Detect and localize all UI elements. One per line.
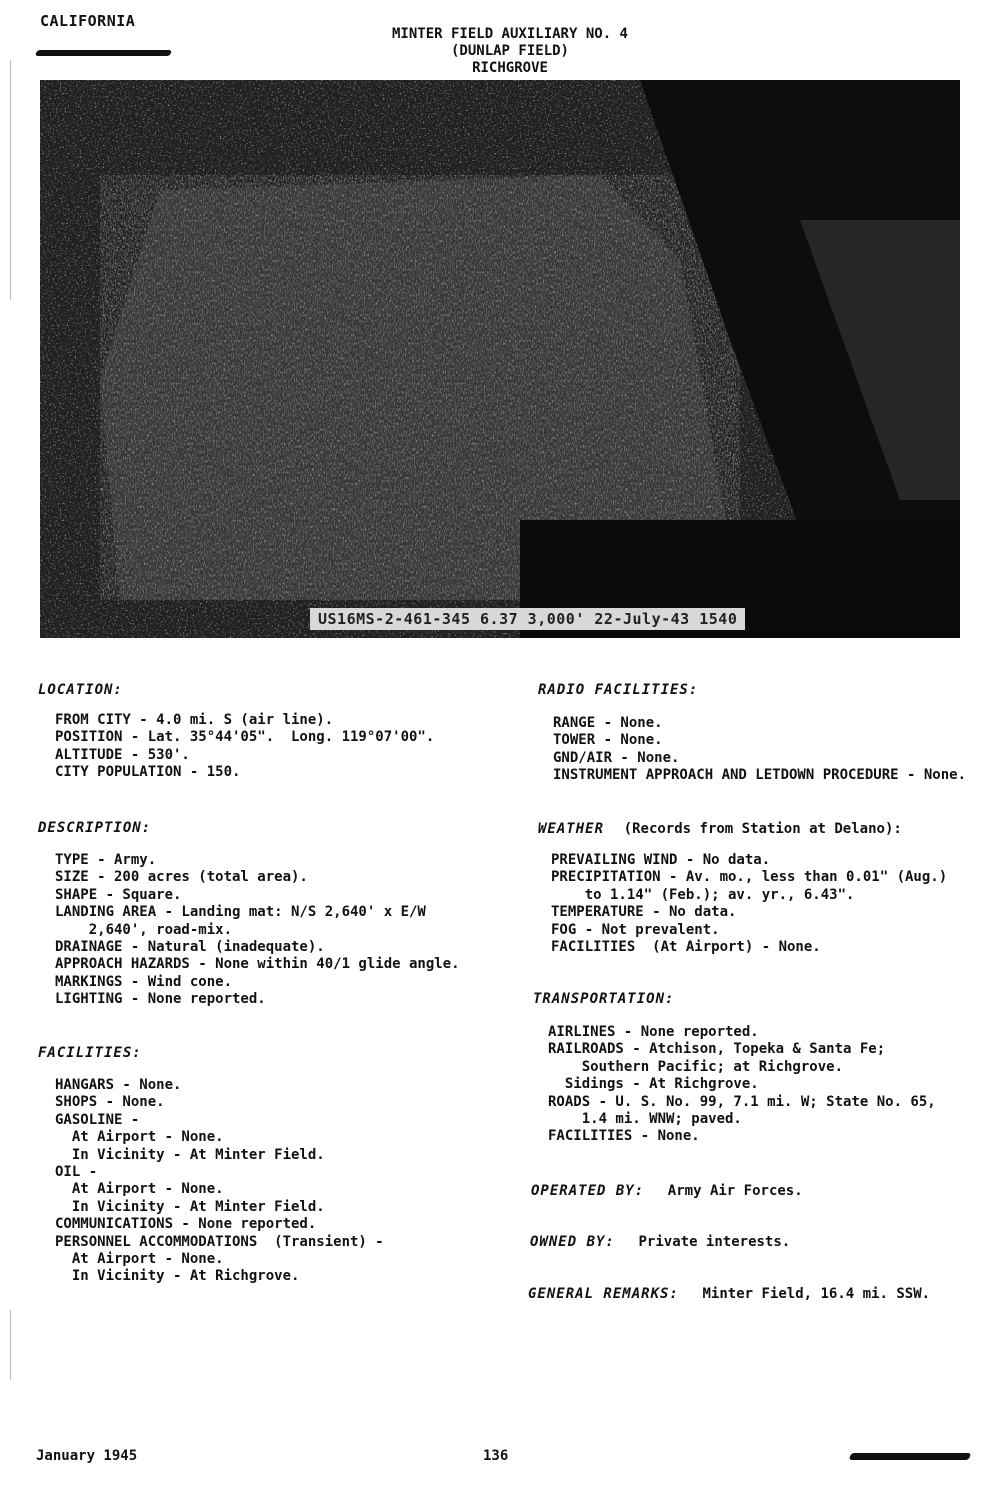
operated-by-label: OPERATED BY: bbox=[531, 1183, 645, 1199]
facilities-list bbox=[55, 1077, 384, 1286]
transportation-line: FACILITIES - None. bbox=[548, 1128, 700, 1145]
transportation-heading: TRANSPORTATION: bbox=[533, 991, 675, 1007]
redaction-mark bbox=[35, 50, 172, 56]
facilities-line: At Airport - None. bbox=[55, 1181, 224, 1198]
redaction-mark bbox=[849, 1453, 972, 1460]
weather-line: TEMPERATURE - No data. bbox=[551, 904, 737, 921]
facilities-line: At Airport - None. bbox=[55, 1129, 224, 1146]
location-line: CITY POPULATION - 150. bbox=[55, 764, 241, 781]
owned-by-row bbox=[530, 1231, 790, 1251]
transportation-line: RAILROADS - Atchison, Topeka & Santa Fe; bbox=[548, 1041, 886, 1058]
facilities-line: HANGARS - None. bbox=[55, 1077, 182, 1093]
description-line: LANDING AREA - Landing mat: N/S 2,640' x E/W bbox=[55, 904, 426, 921]
radio-line: GND/AIR - None. bbox=[553, 749, 680, 766]
general-remarks-label: GENERAL REMARKS: bbox=[528, 1286, 679, 1302]
facilities-line: PERSONNEL ACCOMMODATIONS (Transient) - bbox=[55, 1233, 384, 1250]
radio-line: RANGE - None. bbox=[553, 715, 663, 731]
description-line: SIZE - 200 acres (total area). bbox=[55, 869, 308, 886]
scan-margin-line bbox=[10, 60, 11, 300]
weather-line: PREVAILING WIND - No data. bbox=[551, 852, 771, 868]
general-remarks-value: Minter Field, 16.4 mi. SSW. bbox=[702, 1286, 931, 1302]
title-line-1: MINTER FIELD AUXILIARY NO. 4 bbox=[391, 26, 628, 42]
weather-line: to 1.14" (Feb.); av. yr., 6.43". bbox=[551, 886, 855, 903]
facilities-heading: FACILITIES: bbox=[38, 1045, 142, 1061]
weather-heading: WEATHER bbox=[538, 821, 605, 837]
radio-line: TOWER - None. bbox=[553, 732, 663, 749]
radio-line: INSTRUMENT APPROACH AND LETDOWN PROCEDURE - None. bbox=[553, 767, 967, 784]
description-line: SHAPE - Square. bbox=[55, 886, 182, 903]
description-line: MARKINGS - Wind cone. bbox=[55, 973, 233, 990]
facilities-line: In Vicinity - At Richgrove. bbox=[55, 1268, 300, 1285]
description-line: DRAINAGE - Natural (inadequate). bbox=[55, 939, 325, 956]
description-line: 2,640', road-mix. bbox=[55, 921, 233, 938]
weather-line: PRECIPITATION - Av. mo., less than 0.01" (Aug.) bbox=[551, 869, 948, 886]
description-list bbox=[55, 852, 460, 1009]
location-list bbox=[55, 712, 434, 782]
facilities-line: At Airport - None. bbox=[55, 1251, 224, 1268]
state-label: CALIFORNIA bbox=[40, 12, 136, 30]
description-line: APPROACH HAZARDS - None within 40/1 glide angle. bbox=[55, 956, 460, 973]
owned-by-label: OWNED BY: bbox=[530, 1234, 615, 1250]
footer-date: January 1945 bbox=[36, 1448, 138, 1464]
facilities-line: GASOLINE - bbox=[55, 1111, 140, 1128]
scan-margin-line bbox=[10, 1310, 11, 1380]
aerial-photo-image bbox=[40, 80, 960, 638]
transportation-line: Southern Pacific; at Richgrove. bbox=[548, 1058, 844, 1075]
facilities-line: OIL - bbox=[55, 1164, 98, 1181]
location-line: FROM CITY - 4.0 mi. S (air line). bbox=[55, 712, 334, 728]
facilities-line: COMMUNICATIONS - None reported. bbox=[55, 1216, 317, 1233]
transportation-line: Sidings - At Richgrove. bbox=[548, 1076, 759, 1093]
facilities-line: In Vicinity - At Minter Field. bbox=[55, 1198, 325, 1215]
operated-by-value: Army Air Forces. bbox=[667, 1183, 803, 1199]
owned-by-value: Private interests. bbox=[638, 1234, 791, 1250]
location-heading: LOCATION: bbox=[38, 682, 123, 698]
facilities-line: SHOPS - None. bbox=[55, 1094, 165, 1111]
weather-heading-note: (Records from Station at Delano): bbox=[623, 821, 902, 837]
transportation-line: ROADS - U. S. No. 99, 7.1 mi. W; State No. 65, bbox=[548, 1093, 936, 1110]
photo-caption: US16MS-2-461-345 6.37 3,000' 22-July-43 1540 bbox=[310, 608, 745, 630]
radio-heading: RADIO FACILITIES: bbox=[538, 682, 699, 698]
facilities-line: In Vicinity - At Minter Field. bbox=[55, 1146, 325, 1163]
description-line: LIGHTING - None reported. bbox=[55, 991, 266, 1008]
title-line-2: (DUNLAP FIELD) bbox=[450, 43, 569, 59]
general-remarks-row bbox=[528, 1283, 930, 1303]
title-line-3: RICHGROVE bbox=[472, 60, 548, 76]
page-number: 136 bbox=[483, 1448, 509, 1464]
transportation-list bbox=[548, 1024, 936, 1146]
description-line: TYPE - Army. bbox=[55, 852, 157, 868]
location-line: POSITION - Lat. 35°44'05". Long. 119°07'00". bbox=[55, 729, 435, 746]
aerial-photograph bbox=[40, 80, 960, 638]
transportation-line: AIRLINES - None reported. bbox=[548, 1024, 759, 1040]
weather-line: FOG - Not prevalent. bbox=[551, 921, 720, 938]
weather-list bbox=[551, 852, 947, 956]
operated-by-row bbox=[531, 1180, 803, 1200]
weather-line: FACILITIES (At Airport) - None. bbox=[551, 939, 821, 956]
weather-heading-row bbox=[538, 818, 902, 838]
location-line: ALTITUDE - 530'. bbox=[55, 746, 190, 763]
radio-list bbox=[553, 715, 966, 785]
transportation-line: 1.4 mi. WNW; paved. bbox=[548, 1111, 742, 1128]
description-heading: DESCRIPTION: bbox=[38, 820, 152, 836]
airfield-title bbox=[330, 26, 690, 77]
